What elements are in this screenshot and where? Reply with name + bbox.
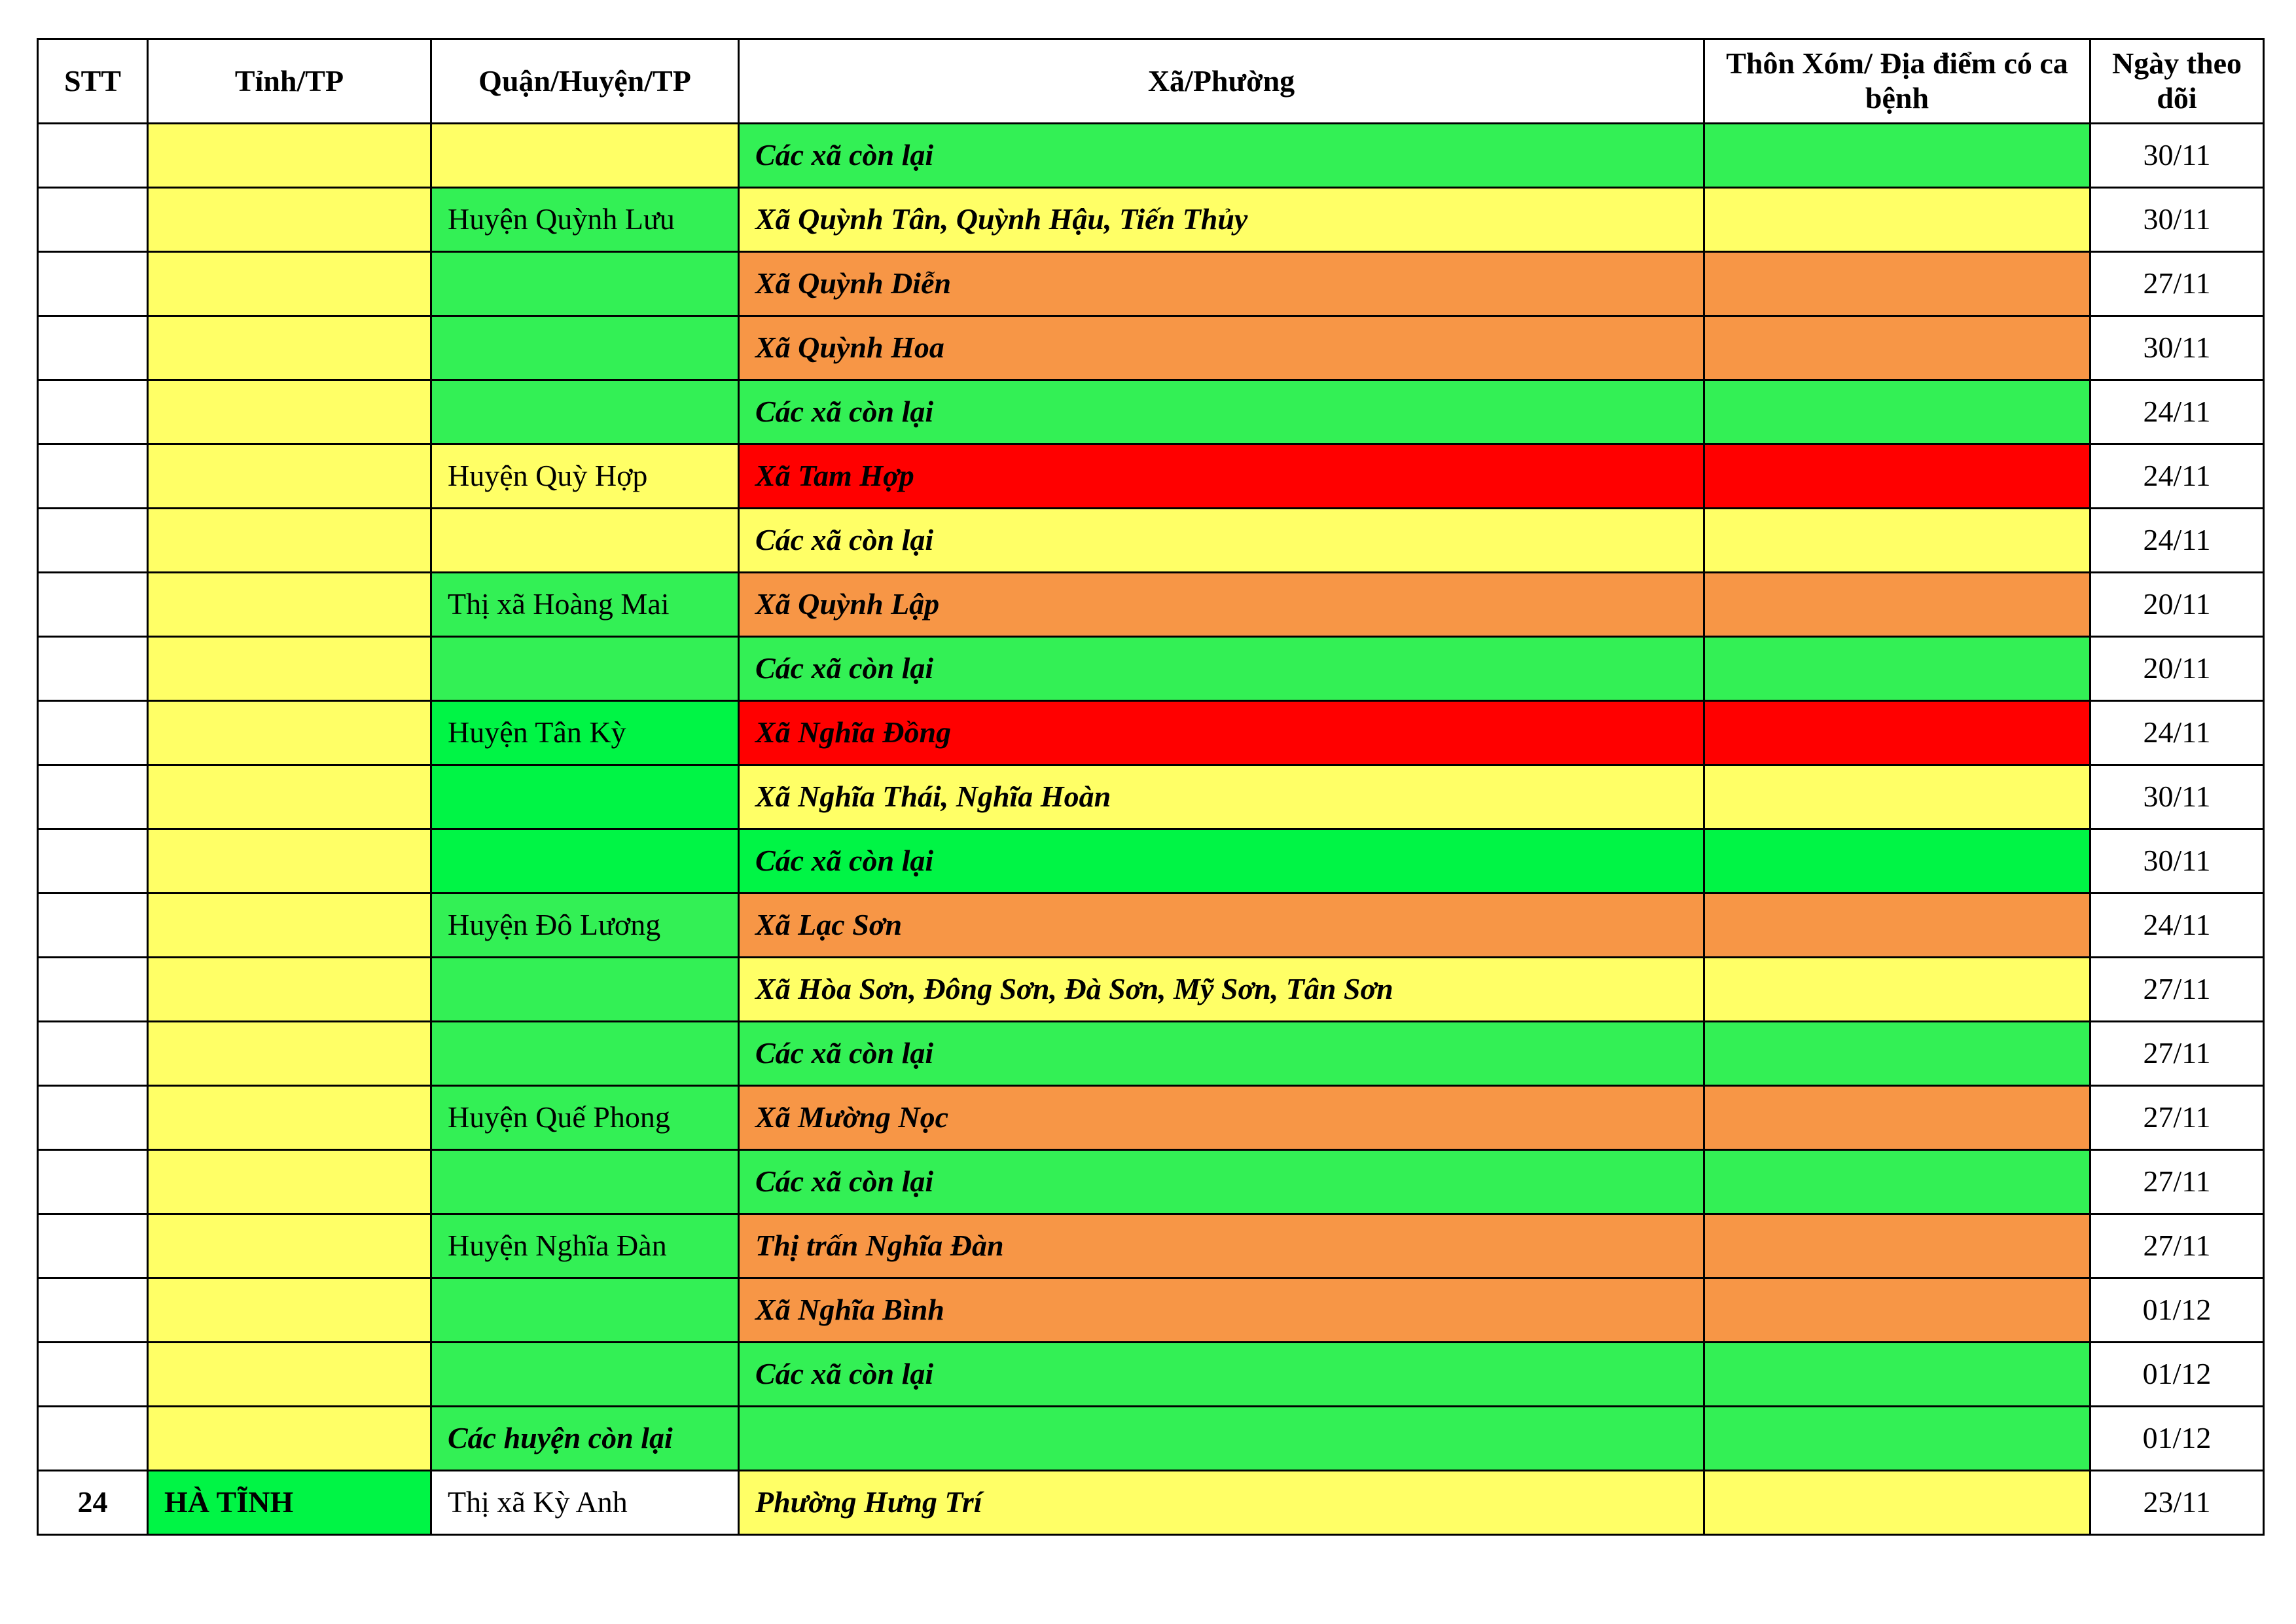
table-row xyxy=(38,765,2264,829)
cell-date: 30/11 xyxy=(2090,316,2264,380)
cell-stt xyxy=(38,188,148,252)
table-row xyxy=(38,701,2264,765)
header-stt: STT xyxy=(38,39,148,124)
header-district: Quận/Huyện/TP xyxy=(431,39,739,124)
table-row xyxy=(38,1343,2264,1407)
table-row xyxy=(38,1407,2264,1471)
cell-date: 24/11 xyxy=(2090,380,2264,444)
cell-date: 24/11 xyxy=(2090,893,2264,958)
cell-stt: 24 xyxy=(38,1471,148,1535)
cell-province xyxy=(148,829,431,893)
cell-stt xyxy=(38,1407,148,1471)
table-row xyxy=(38,637,2264,701)
cell-ward: Xã Nghĩa Đồng xyxy=(739,701,1704,765)
cell-ward: Các xã còn lại xyxy=(739,509,1704,573)
table-row xyxy=(38,1150,2264,1214)
cell-district xyxy=(431,958,739,1022)
cell-province xyxy=(148,1086,431,1150)
cell-district xyxy=(431,1150,739,1214)
table-row xyxy=(38,1022,2264,1086)
header-ward: Xã/Phường xyxy=(739,39,1704,124)
cell-ward: Xã Mường Nọc xyxy=(739,1086,1704,1150)
cell-village xyxy=(1704,1214,2090,1278)
cell-province xyxy=(148,1407,431,1471)
cell-province xyxy=(148,444,431,509)
cell-district xyxy=(431,316,739,380)
cell-province xyxy=(148,958,431,1022)
cell-date: 01/12 xyxy=(2090,1278,2264,1343)
cell-stt xyxy=(38,1150,148,1214)
cell-stt xyxy=(38,1022,148,1086)
cell-village xyxy=(1704,380,2090,444)
cell-stt xyxy=(38,316,148,380)
cell-village xyxy=(1704,124,2090,188)
cell-district: Huyện Nghĩa Đàn xyxy=(431,1214,739,1278)
cell-province xyxy=(148,316,431,380)
cell-stt xyxy=(38,701,148,765)
cell-stt xyxy=(38,444,148,509)
cell-ward: Các xã còn lại xyxy=(739,124,1704,188)
cell-province xyxy=(148,188,431,252)
table-row xyxy=(38,124,2264,188)
table-row xyxy=(38,444,2264,509)
header-province: Tỉnh/TP xyxy=(148,39,431,124)
cell-district: Huyện Quỳ Hợp xyxy=(431,444,739,509)
cell-district: Huyện Tân Kỳ xyxy=(431,701,739,765)
cell-province xyxy=(148,701,431,765)
cell-province xyxy=(148,1278,431,1343)
cell-ward: Các xã còn lại xyxy=(739,1343,1704,1407)
cell-village xyxy=(1704,1086,2090,1150)
cell-ward: Xã Tam Hợp xyxy=(739,444,1704,509)
table-row xyxy=(38,829,2264,893)
cell-village xyxy=(1704,509,2090,573)
cell-ward: Xã Nghĩa Bình xyxy=(739,1278,1704,1343)
cell-date: 30/11 xyxy=(2090,765,2264,829)
cell-village xyxy=(1704,765,2090,829)
cell-stt xyxy=(38,637,148,701)
header-date: Ngày theo dõi xyxy=(2090,39,2264,124)
cell-stt xyxy=(38,124,148,188)
table-row xyxy=(38,188,2264,252)
cell-district xyxy=(431,252,739,316)
cell-date: 24/11 xyxy=(2090,701,2264,765)
cell-date: 27/11 xyxy=(2090,1086,2264,1150)
cell-ward: Xã Hòa Sơn, Đông Sơn, Đà Sơn, Mỹ Sơn, Tân Sơn xyxy=(739,958,1704,1022)
cell-province xyxy=(148,1150,431,1214)
cell-stt xyxy=(38,1343,148,1407)
cell-date: 27/11 xyxy=(2090,1022,2264,1086)
cell-ward: Các xã còn lại xyxy=(739,829,1704,893)
cell-ward: Xã Quỳnh Lập xyxy=(739,573,1704,637)
cell-stt xyxy=(38,573,148,637)
cell-ward: Các xã còn lại xyxy=(739,1022,1704,1086)
cell-province xyxy=(148,1214,431,1278)
cell-date: 27/11 xyxy=(2090,1150,2264,1214)
cell-date: 01/12 xyxy=(2090,1343,2264,1407)
cell-district xyxy=(431,829,739,893)
cell-stt xyxy=(38,765,148,829)
cell-stt xyxy=(38,509,148,573)
cell-district xyxy=(431,1343,739,1407)
cell-district: Thị xã Hoàng Mai xyxy=(431,573,739,637)
cell-stt xyxy=(38,1086,148,1150)
table-row xyxy=(38,573,2264,637)
table-row xyxy=(38,316,2264,380)
cell-district: Huyện Quỳnh Lưu xyxy=(431,188,739,252)
cell-ward: Thị trấn Nghĩa Đàn xyxy=(739,1214,1704,1278)
cell-district xyxy=(431,509,739,573)
table-row xyxy=(38,1214,2264,1278)
cell-ward: Xã Quỳnh Hoa xyxy=(739,316,1704,380)
cell-province xyxy=(148,893,431,958)
cell-stt xyxy=(38,380,148,444)
epidemic-zone-table xyxy=(37,38,2265,1536)
cell-district xyxy=(431,380,739,444)
cell-province xyxy=(148,637,431,701)
cell-date: 27/11 xyxy=(2090,958,2264,1022)
cell-stt xyxy=(38,893,148,958)
cell-village xyxy=(1704,188,2090,252)
cell-village xyxy=(1704,573,2090,637)
cell-ward xyxy=(739,1407,1704,1471)
cell-date: 30/11 xyxy=(2090,829,2264,893)
cell-village xyxy=(1704,1407,2090,1471)
cell-ward: Phường Hưng Trí xyxy=(739,1471,1704,1535)
header-row xyxy=(38,39,2264,124)
cell-date: 24/11 xyxy=(2090,444,2264,509)
cell-ward: Xã Quỳnh Tân, Quỳnh Hậu, Tiến Thủy xyxy=(739,188,1704,252)
table-row xyxy=(38,252,2264,316)
cell-stt xyxy=(38,1214,148,1278)
cell-ward: Các xã còn lại xyxy=(739,1150,1704,1214)
cell-province xyxy=(148,252,431,316)
cell-village xyxy=(1704,1343,2090,1407)
cell-stt xyxy=(38,252,148,316)
cell-district: Huyện Quế Phong xyxy=(431,1086,739,1150)
cell-ward: Các xã còn lại xyxy=(739,637,1704,701)
cell-ward: Xã Quỳnh Diễn xyxy=(739,252,1704,316)
cell-village xyxy=(1704,1022,2090,1086)
cell-district xyxy=(431,1278,739,1343)
cell-village xyxy=(1704,893,2090,958)
cell-date: 20/11 xyxy=(2090,573,2264,637)
cell-district: Các huyện còn lại xyxy=(431,1407,739,1471)
cell-province xyxy=(148,765,431,829)
header-village: Thôn Xóm/ Địa điểm có ca bệnh xyxy=(1704,39,2090,124)
cell-village xyxy=(1704,829,2090,893)
cell-province xyxy=(148,1343,431,1407)
cell-village xyxy=(1704,637,2090,701)
cell-village xyxy=(1704,1150,2090,1214)
cell-district xyxy=(431,124,739,188)
cell-date: 27/11 xyxy=(2090,252,2264,316)
cell-ward: Xã Lạc Sơn xyxy=(739,893,1704,958)
cell-district: Thị xã Kỳ Anh xyxy=(431,1471,739,1535)
cell-ward: Xã Nghĩa Thái, Nghĩa Hoàn xyxy=(739,765,1704,829)
cell-date: 30/11 xyxy=(2090,124,2264,188)
table-row xyxy=(38,380,2264,444)
cell-village xyxy=(1704,701,2090,765)
cell-district xyxy=(431,765,739,829)
table-row xyxy=(38,509,2264,573)
cell-date: 24/11 xyxy=(2090,509,2264,573)
cell-stt xyxy=(38,1278,148,1343)
cell-district xyxy=(431,637,739,701)
cell-date: 23/11 xyxy=(2090,1471,2264,1535)
table-row xyxy=(38,1278,2264,1343)
cell-village xyxy=(1704,252,2090,316)
cell-village xyxy=(1704,316,2090,380)
cell-date: 01/12 xyxy=(2090,1407,2264,1471)
cell-village xyxy=(1704,1471,2090,1535)
cell-province: HÀ TĨNH xyxy=(148,1471,431,1535)
table-row xyxy=(38,893,2264,958)
cell-province xyxy=(148,573,431,637)
cell-date: 20/11 xyxy=(2090,637,2264,701)
cell-village xyxy=(1704,958,2090,1022)
table-row xyxy=(38,1086,2264,1150)
table-row xyxy=(38,958,2264,1022)
cell-province xyxy=(148,1022,431,1086)
cell-district xyxy=(431,1022,739,1086)
table-row xyxy=(38,1471,2264,1535)
cell-province xyxy=(148,380,431,444)
cell-stt xyxy=(38,958,148,1022)
cell-province xyxy=(148,509,431,573)
cell-stt xyxy=(38,829,148,893)
cell-ward: Các xã còn lại xyxy=(739,380,1704,444)
cell-village xyxy=(1704,1278,2090,1343)
cell-province xyxy=(148,124,431,188)
cell-date: 30/11 xyxy=(2090,188,2264,252)
cell-district: Huyện Đô Lương xyxy=(431,893,739,958)
cell-date: 27/11 xyxy=(2090,1214,2264,1278)
cell-village xyxy=(1704,444,2090,509)
